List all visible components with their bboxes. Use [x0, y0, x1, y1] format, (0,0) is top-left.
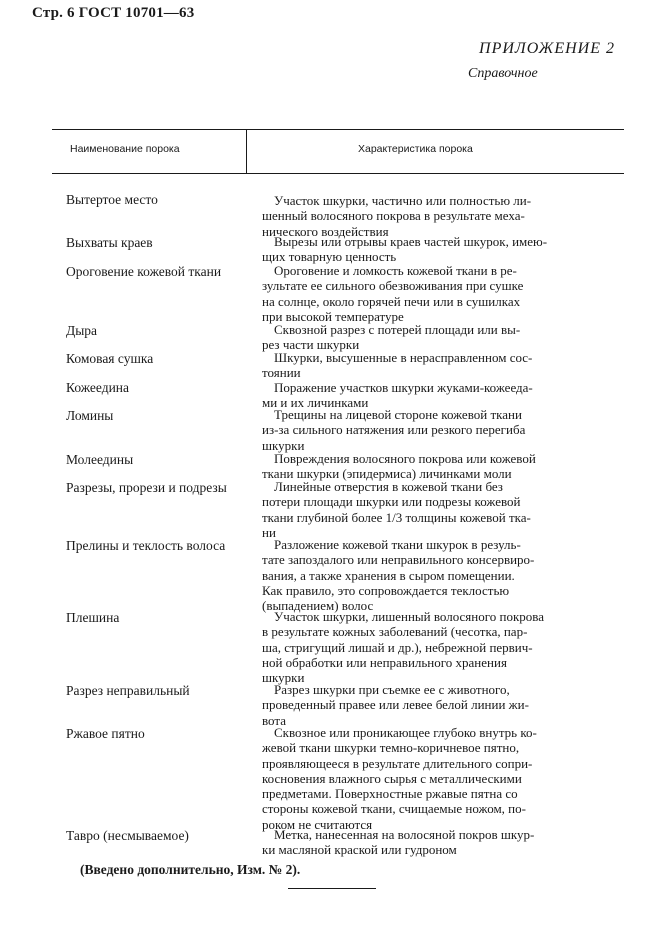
- description-line: вота: [262, 712, 286, 728]
- description-line: Разрез шкурки при съемке ее с животного,: [274, 682, 510, 697]
- description-line: ки масляной краской или гудроном: [262, 842, 457, 858]
- description-line: Трещины на лицевой стороне кожевой ткани: [274, 407, 522, 422]
- appendix-subtitle: Справочное: [468, 66, 538, 81]
- end-rule: [288, 888, 376, 889]
- table-header-characteristic: Характеристика порока: [358, 143, 473, 155]
- description-line: Сквозное или проникающее глубоко внутрь ко-: [274, 725, 537, 740]
- description-line: шкурки: [262, 670, 305, 686]
- description-line: шкурки: [262, 437, 305, 453]
- description-line: Сквозной разрез с потерей площади или вы-: [274, 322, 521, 337]
- defect-description: [262, 451, 593, 482]
- description-line: ткани глубиной более 1/3 толщины кожевой тка-: [262, 509, 531, 525]
- description-line: шенный волосяного покрова в результате меха-: [262, 208, 525, 224]
- description-line: Метка, нанесенная на волосяной покров шкур-: [274, 827, 535, 842]
- description-line: ной обработки или неправильного хранения: [262, 654, 507, 670]
- defect-description: [262, 234, 593, 265]
- description-line: Вырезы или отрывы краев частей шкурок, имею-: [274, 234, 548, 249]
- description-line: потери площади шкурки или подрезы кожевой: [262, 494, 521, 510]
- defect-name: Молеедины: [66, 452, 134, 467]
- description-line: жевой ткани шкурки темно-коричневое пятно,: [262, 740, 520, 756]
- description-line: в результате кожных заболеваний (чесотка, пар-: [262, 624, 528, 640]
- description-line: роком не считаются: [262, 816, 373, 832]
- defect-name: Ломины: [66, 408, 114, 423]
- defect-name: Тавро (несмываемое): [66, 828, 189, 843]
- defect-name: Комовая сушка: [66, 351, 154, 366]
- description-line: Участок шкурки, лишенный волосяного покрова: [274, 609, 545, 624]
- defect-name: Ржавое пятно: [66, 726, 145, 741]
- description-line: на солнце, около горячей печи или в сушилках: [262, 293, 521, 309]
- table-header-name: Наименование порока: [70, 143, 180, 155]
- appendix-title: ПРИЛОЖЕНИЕ 2: [479, 40, 615, 57]
- defect-name: Разрезы, прорези и подрезы: [66, 480, 227, 495]
- description-line: Шкурки, высушенные в нерасправленном сос-: [274, 350, 533, 365]
- defect-description: [262, 479, 593, 540]
- description-line: зультате ее сильного обезвоживания при сушке: [262, 278, 524, 294]
- defect-name: Выхваты краев: [66, 235, 153, 250]
- defect-description: [262, 537, 593, 613]
- defect-name: Ороговение кожевой ткани: [66, 264, 222, 279]
- description-line: Разложение кожевой ткани шкурок в резуль-: [274, 537, 521, 552]
- defect-description: [262, 350, 593, 381]
- description-line: вания, а также хранения в сыром помещении.: [262, 567, 515, 583]
- table-header-rule: [52, 173, 624, 174]
- description-line: тате запоздалого или неправильного консервиро-: [262, 552, 535, 568]
- description-line: ми и их личинками: [262, 395, 369, 411]
- description-line: ткани шкурки (эпидермиса) личинками моли: [262, 466, 512, 482]
- defect-description: [262, 407, 593, 453]
- defect-description: [262, 263, 593, 324]
- description-line: тоянии: [262, 365, 301, 381]
- description-line: Участок шкурки, частично или полностью ли-: [274, 193, 532, 208]
- description-line: стороны кожевой ткани, счищаемые ножом, по-: [262, 801, 526, 817]
- description-line: щих товарную ценность: [262, 249, 397, 265]
- table-column-divider: [246, 129, 247, 173]
- defect-name: Разрез неправильный: [66, 683, 190, 698]
- defect-name: Кожеедина: [66, 380, 130, 395]
- standard-number: ГОСТ 10701—63: [78, 5, 195, 21]
- defect-description: [262, 609, 593, 685]
- defect-description: [262, 682, 593, 728]
- defect-name: Плешина: [66, 610, 120, 625]
- page-header: [32, 5, 194, 22]
- defect-description: [262, 725, 593, 832]
- description-line: проведенный правее или левее белой линии жи-: [262, 697, 529, 713]
- defect-description: [262, 322, 593, 353]
- table-top-rule: [52, 129, 624, 130]
- description-line: рез части шкурки: [262, 337, 360, 353]
- description-line: при высокой температуре: [262, 308, 404, 324]
- defect-description: [262, 380, 593, 411]
- description-line: косновения влажного сырья с металлическими: [262, 770, 522, 786]
- description-line: ша, стригущий лишай и др.), небрежной первич-: [262, 639, 533, 655]
- description-line: Линейные отверстия в кожевой ткани без: [274, 479, 503, 494]
- description-line: Повреждения волосяного покрова или кожевой: [274, 451, 536, 466]
- description-line: проявляющееся в результате длительного сопри-: [262, 755, 533, 771]
- description-line: из-за сильного натяжения или резкого перегиба: [262, 422, 526, 438]
- description-line: Поражение участков шкурки жуками-кожееда-: [274, 380, 533, 395]
- description-line: (выпадением) волос: [262, 598, 374, 614]
- description-line: Как правило, это сопровождается теклостью: [262, 582, 510, 598]
- description-line: предметами. Поверхностные ржавые пятна со: [262, 786, 518, 802]
- description-line: ни: [262, 524, 276, 540]
- defect-name: Вытертое место: [66, 192, 158, 207]
- defect-description: [262, 827, 593, 858]
- description-line: нического воздействия: [262, 223, 389, 239]
- defect-description: [262, 193, 593, 239]
- defect-name: Дыра: [66, 323, 98, 338]
- page-number: Стр. 6: [32, 5, 75, 21]
- amendment-note: (Введено дополнительно, Изм. № 2).: [80, 862, 301, 877]
- description-line: Ороговение и ломкость кожевой ткани в ре-: [274, 263, 517, 278]
- defect-name: Прелины и теклость волоса: [66, 538, 226, 553]
